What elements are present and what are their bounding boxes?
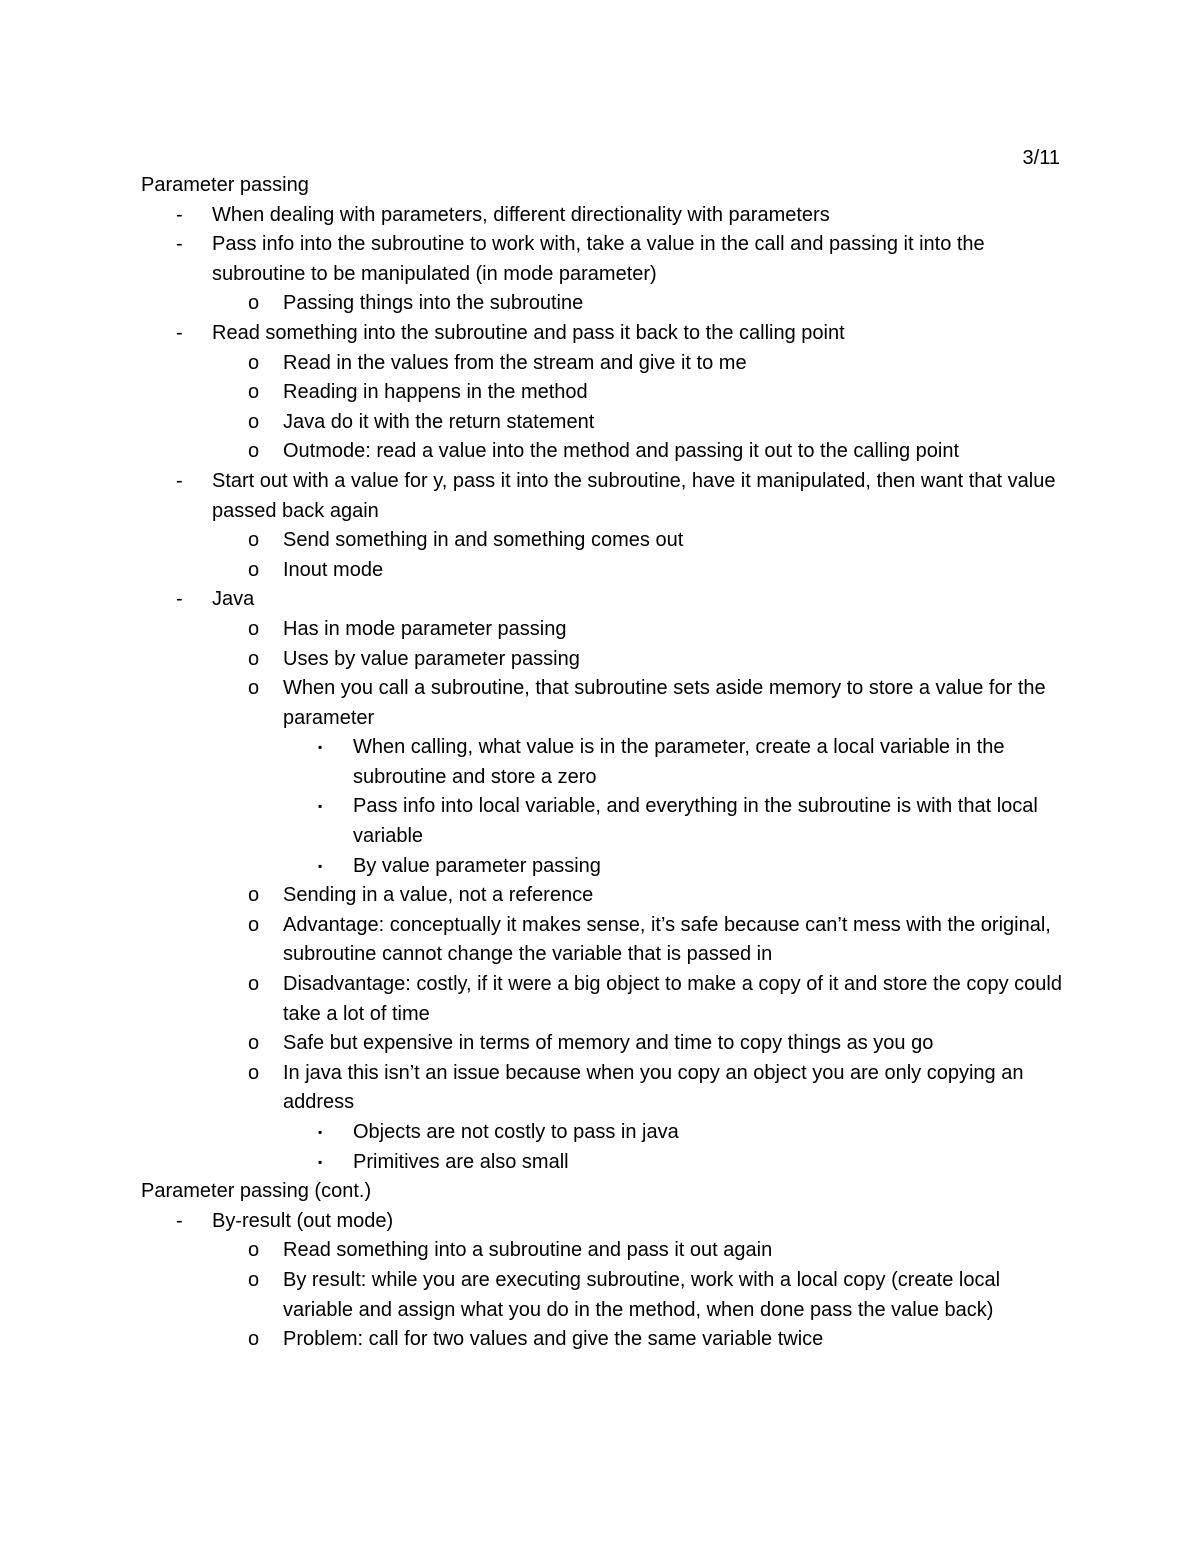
list-item	[141, 585, 1066, 615]
square-bullet: ▪	[318, 1154, 323, 1169]
line-text: Outmode: read a value into the method and passing it out to the calling point	[283, 440, 959, 463]
circle-bullet: o	[248, 1268, 260, 1291]
list-item	[141, 349, 1066, 379]
list-item	[141, 674, 1066, 733]
line-text: When you call a subroutine, that subroutine sets aside memory to store a value for the parameter	[283, 677, 1046, 729]
section-heading	[141, 171, 1066, 201]
list-item	[141, 289, 1066, 319]
square-bullet: ▪	[318, 858, 323, 873]
dash-bullet: -	[176, 203, 183, 226]
list-item	[141, 556, 1066, 586]
list-item	[141, 1118, 1066, 1148]
line-text: Java	[212, 588, 255, 611]
line-text: By value parameter passing	[353, 854, 601, 877]
list-item	[141, 1148, 1066, 1178]
circle-bullet: o	[248, 410, 260, 433]
notes-content	[141, 171, 1066, 1355]
line-text: Send something in and something comes out	[283, 529, 684, 552]
line-text: By-result (out mode)	[212, 1209, 394, 1232]
dash-bullet: -	[176, 1209, 183, 1232]
circle-bullet: o	[248, 440, 260, 463]
line-text: Problem: call for two values and give the same variable twice	[283, 1328, 824, 1351]
line-text: When calling, what value is in the parameter, create a local variable in the subroutine and store a zero	[353, 736, 1005, 788]
circle-bullet: o	[248, 677, 260, 700]
line-text: Uses by value parameter passing	[283, 647, 580, 670]
circle-bullet: o	[248, 913, 260, 936]
circle-bullet: o	[248, 1061, 260, 1084]
line-text: Inout mode	[283, 558, 384, 581]
line-text: Read in the values from the stream and give it to me	[283, 351, 747, 374]
circle-bullet: o	[248, 292, 260, 315]
line-text: Parameter passing	[141, 174, 309, 196]
list-item	[141, 378, 1066, 408]
line-text: Passing things into the subroutine	[283, 292, 584, 315]
dash-bullet: -	[176, 469, 183, 492]
line-text: In java this isn’t an issue because when you copy an object you are only copying an address	[283, 1061, 1024, 1114]
square-bullet: ▪	[318, 740, 323, 755]
line-text: Pass info into the subroutine to work with, take a value in the call and passing it into the subroutine to be manipulated (in mode parameter)	[212, 233, 985, 285]
line-text: Safe but expensive in terms of memory and time to copy things as you go	[283, 1032, 934, 1055]
circle-bullet: o	[248, 1032, 260, 1055]
line-text: Reading in happens in the method	[283, 381, 588, 404]
circle-bullet: o	[248, 1328, 260, 1351]
circle-bullet: o	[248, 973, 260, 996]
list-item	[141, 1207, 1066, 1237]
dash-bullet: -	[176, 321, 183, 344]
list-item	[141, 733, 1066, 792]
line-text: Objects are not costly to pass in java	[353, 1121, 679, 1143]
list-item	[141, 526, 1066, 556]
list-item	[141, 1029, 1066, 1059]
list-item	[141, 1236, 1066, 1266]
line-text: Read something into a subroutine and pass it out again	[283, 1239, 773, 1262]
section-heading	[141, 1177, 1066, 1207]
list-item	[141, 437, 1066, 467]
line-text: Java do it with the return statement	[283, 410, 595, 433]
list-item	[141, 645, 1066, 675]
circle-bullet: o	[248, 647, 260, 670]
list-item	[141, 792, 1066, 851]
dash-bullet: -	[176, 588, 183, 611]
list-item	[141, 1059, 1066, 1118]
dash-bullet: -	[176, 233, 183, 256]
circle-bullet: o	[248, 529, 260, 552]
circle-bullet: o	[248, 351, 260, 374]
list-item	[141, 230, 1066, 289]
line-text: Disadvantage: costly, if it were a big object to make a copy of it and store the copy could take a lot of time	[283, 973, 1062, 1025]
list-item	[141, 467, 1066, 526]
list-item	[141, 911, 1066, 970]
square-bullet: ▪	[318, 1125, 323, 1139]
line-text: By result: while you are executing subroutine, work with a local copy (create local variable and assign what you do in the method, when done pass the value back)	[283, 1268, 1001, 1321]
list-item	[141, 615, 1066, 645]
line-text: Advantage: conceptually it makes sense, it’s safe because can’t mess with the original, subroutine cannot change the variable that is passed in	[283, 913, 1051, 966]
list-item	[141, 881, 1066, 911]
line-text: Read something into the subroutine and pass it back to the calling point	[212, 321, 845, 344]
list-item	[141, 408, 1066, 438]
line-text: Parameter passing (cont.)	[141, 1180, 372, 1203]
line-text: Has in mode parameter passing	[283, 617, 567, 640]
line-text: When dealing with parameters, different directionality with parameters	[212, 203, 830, 226]
line-text: Pass info into local variable, and everything in the subroutine is with that local variable	[353, 795, 1038, 848]
circle-bullet: o	[248, 558, 260, 581]
list-item	[141, 970, 1066, 1029]
list-item	[141, 1266, 1066, 1325]
square-bullet: ▪	[318, 799, 323, 814]
circle-bullet: o	[248, 884, 260, 907]
circle-bullet: o	[248, 617, 260, 640]
line-text: Start out with a value for y, pass it into the subroutine, have it manipulated, then want that value passed back again	[212, 469, 1056, 522]
line-text: Primitives are also small	[353, 1150, 569, 1173]
list-item	[141, 1325, 1066, 1355]
circle-bullet: o	[248, 381, 260, 404]
line-text: Sending in a value, not a reference	[283, 884, 594, 907]
list-item	[141, 852, 1066, 882]
page-date: 3/11	[1022, 147, 1060, 169]
list-item	[141, 319, 1066, 349]
circle-bullet: o	[248, 1239, 260, 1262]
list-item	[141, 201, 1066, 231]
